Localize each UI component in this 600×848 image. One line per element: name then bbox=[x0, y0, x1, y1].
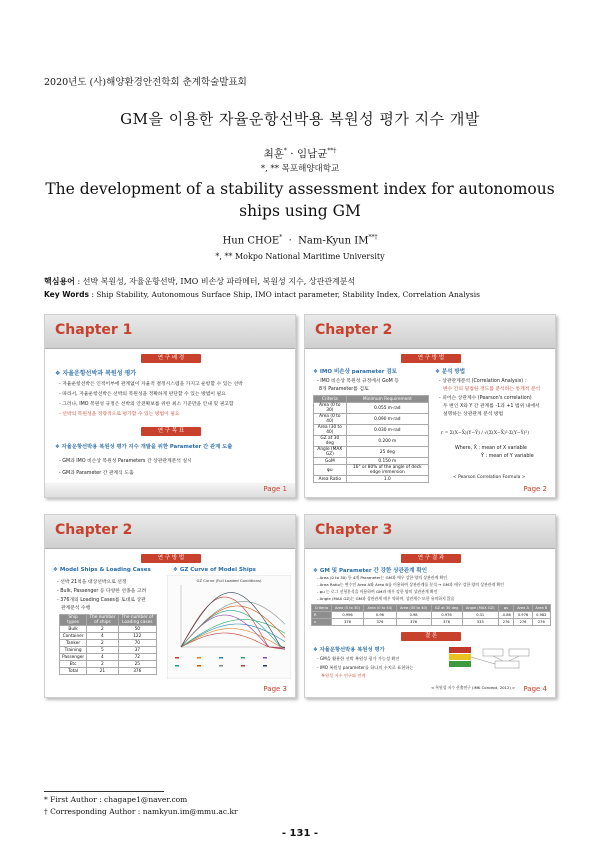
table-cell: 0.055 m·rad bbox=[346, 403, 428, 414]
table-cell: 25 deg bbox=[346, 447, 428, 458]
table-cell: 276 bbox=[532, 619, 550, 626]
table-header-row bbox=[312, 605, 551, 612]
table-header-cell: φu bbox=[498, 605, 513, 612]
authors-english: Hun CHOE* · Nam-Kyun IM**† bbox=[222, 234, 378, 247]
bullet: - 그러나, IMO 복원성 규정은 선박의 안전확보를 위한 최소 기준만을 안내 및 권고함 bbox=[59, 402, 234, 407]
bullet: - Angle (MAX GZ)는 GM과 상관관계 매우 약하며, 상관계수 또한 유의하지 않음 bbox=[317, 596, 455, 601]
table-header-cell: Area (30 to 40) bbox=[396, 605, 431, 612]
section-pill: 연 구 방 법 bbox=[401, 354, 461, 363]
section-heading: ❖ GM 및 Parameter 간 강한 상관관계 확인 bbox=[313, 568, 428, 574]
table-cell: Tanker bbox=[60, 640, 87, 647]
diagram-connector bbox=[493, 656, 503, 661]
table-cell: 376 bbox=[118, 668, 156, 675]
bullet: - Area Ratio는 변수인 Area A와 Area B를 이용하여 상관관계를 분석 → GM과 매우 강한 양의 상관관계 확인 bbox=[317, 582, 504, 587]
bullet: - φu 는 로그 선형분석을 이용하여 GM과 매우 강한 양의 상관관계 확인 bbox=[317, 589, 438, 594]
table-cell: 376 bbox=[331, 619, 363, 626]
legend-swatch bbox=[241, 657, 245, 659]
bullet: - GM을 활용한 선박 복원성 평가 가능성 확인 bbox=[317, 656, 400, 661]
table-cell: 50 bbox=[118, 626, 156, 633]
slide-chapter-title: Chapter 2 bbox=[55, 522, 133, 538]
slide-page-label: Page 1 bbox=[263, 485, 287, 493]
table-header-cell: The number of Loading cases bbox=[118, 615, 156, 626]
keywords-english-text: : Ship Stability, Autonomous Surface Ship, IMO intact parameter, Stability Index, Correlation Analysis bbox=[91, 290, 480, 299]
table-header-cell: Area (0 to 30) bbox=[331, 605, 363, 612]
table-cell: 0.090 m·rad bbox=[346, 414, 428, 425]
author-1-en-mark: * bbox=[279, 234, 283, 241]
bullet: - GM과 Parameter 간 관계식 도출 bbox=[59, 471, 134, 476]
chart-title: GZ Curve (Full Loaded Conditions) bbox=[196, 578, 262, 583]
table-row bbox=[60, 626, 157, 633]
table-cell: φu bbox=[314, 465, 347, 476]
section-pill: 연 구 방 법 bbox=[141, 554, 201, 563]
bullet: - 따라서, 자율운항선박은 선박의 복원성을 정확하게 판단할 수 있는 방법이 필요 bbox=[59, 392, 226, 397]
table-row bbox=[60, 668, 157, 675]
table-cell: 0.200 m bbox=[346, 436, 428, 447]
text-line: 관계분석 수행 bbox=[61, 606, 91, 611]
results-table bbox=[311, 604, 551, 626]
section-pill: 연 구 배 경 bbox=[141, 354, 201, 363]
diagram-box bbox=[495, 661, 519, 668]
affiliation-english: *, ** Mokpo National Maritime University bbox=[215, 252, 385, 261]
formula-where-y: Ȳ : mean of Y variable bbox=[481, 454, 534, 459]
text-line: - Bulk, Passenger 등 다양한 선종을 고려 bbox=[57, 589, 147, 594]
table-row bbox=[314, 476, 429, 483]
keywords-korean-text: : 선박 복원성, 자율운항선박, IMO 비손상 파라메터, 복원성 지수, 상관관계분석 bbox=[77, 277, 356, 286]
table-cell: 21 bbox=[87, 668, 118, 675]
table-row bbox=[60, 661, 157, 668]
stability-color-red bbox=[449, 647, 471, 653]
text-line: 두 변인 X와 Y 간 관계를 -1과 +1 범위 내에서 bbox=[443, 404, 540, 409]
table-cell: Total bbox=[60, 668, 87, 675]
index-concept-diagram bbox=[447, 645, 551, 681]
table-row bbox=[314, 447, 429, 458]
table-cell: 70 bbox=[118, 640, 156, 647]
table-cell: 0.976 bbox=[431, 612, 462, 619]
table-header-row bbox=[314, 396, 429, 403]
text-line: 8개 Parameter를 검토 bbox=[319, 387, 369, 392]
section-heading: ❖ Model Ships & Loading Cases bbox=[53, 567, 151, 573]
table-header-cell: Ship types bbox=[60, 615, 87, 626]
table-cell: 72 bbox=[118, 654, 156, 661]
author-1-ko: 최훈 bbox=[263, 148, 284, 160]
slide-footer-bar bbox=[45, 483, 295, 497]
footnote-corresponding-author: † Corresponding Author : namkyun.im@mmu.ac.kr bbox=[44, 807, 238, 816]
table-header-cell: Area B bbox=[532, 605, 550, 612]
table-row bbox=[60, 640, 157, 647]
legend-swatch bbox=[219, 657, 223, 659]
table-cell: 0.96 bbox=[364, 612, 396, 619]
table-cell: Passenger bbox=[60, 654, 87, 661]
legend-swatch bbox=[219, 665, 223, 667]
pearson-formula: r = Σ(X−X̄)(Y−Ȳ) / √(Σ(X−X̄)²·Σ(Y−Ȳ)²) bbox=[441, 431, 529, 436]
author-2-en: Nam-Kyun IM bbox=[298, 235, 369, 247]
table-header-cell: Area A bbox=[514, 605, 532, 612]
slide-page-label: Page 2 bbox=[523, 485, 547, 493]
table-header-cell: Angle (MAX GZ) bbox=[462, 605, 498, 612]
table-row bbox=[314, 414, 429, 425]
ship-types-table bbox=[59, 614, 157, 675]
table-cell: 37 bbox=[118, 647, 156, 654]
table-cell: 2 bbox=[87, 661, 118, 668]
section-heading: ❖ GZ Curve of Model Ships bbox=[173, 567, 256, 573]
text-line: - 376개의 Loading Cases를 토대로 상관 bbox=[57, 598, 146, 603]
slide-chapter-2-method bbox=[304, 314, 556, 498]
diagram-caption: < 복원성 지수 산출연구 (IMK Concept, 2012) > bbox=[431, 685, 516, 690]
slide-page-label: Page 3 bbox=[263, 685, 287, 693]
table-cell: 122 bbox=[118, 633, 156, 640]
legend-swatch bbox=[263, 665, 267, 667]
table-row bbox=[314, 436, 429, 447]
table-row bbox=[312, 612, 551, 619]
section-pill: 결 론 bbox=[401, 632, 461, 641]
bullet: - GM과 IMO 비손상 복원성 Parameters 간 상관관계분석 실시 bbox=[59, 459, 192, 464]
legend-swatch bbox=[175, 657, 179, 659]
author-1-en: Hun CHOE bbox=[222, 235, 280, 247]
table-cell: 4 bbox=[87, 633, 118, 640]
table-header-cell: GZ at 30 deg bbox=[431, 605, 462, 612]
table-cell: 276 bbox=[498, 619, 513, 626]
table-cell: 376 bbox=[431, 619, 462, 626]
table-cell: 25 bbox=[118, 661, 156, 668]
legend-swatch bbox=[241, 665, 245, 667]
table-row bbox=[60, 633, 157, 640]
section-heading: ❖ 자율운항선박용 복원성 평가 지수 개발을 위한 Parameter 간 관계 도출 bbox=[55, 444, 233, 450]
slide-chapter-title: Chapter 1 bbox=[55, 322, 133, 338]
table-cell: Area (0 to 30) bbox=[314, 403, 347, 414]
table-cell: Container bbox=[60, 633, 87, 640]
table-cell: 0.982 bbox=[532, 612, 550, 619]
table-cell: 333 bbox=[462, 619, 498, 626]
slide-page-label: Page 4 bbox=[523, 685, 547, 693]
table-cell: 376 bbox=[364, 619, 396, 626]
bullet: 복원성 지수 연구와 연계 bbox=[321, 673, 366, 678]
table-cell: 5 bbox=[87, 647, 118, 654]
section-heading: ❖ 자율운항선박과 복원성 평가 bbox=[55, 370, 137, 377]
table-cell: R bbox=[312, 612, 332, 619]
table-cell: Area (30 to 40) bbox=[314, 425, 347, 436]
section-heading: ❖ 자율운항선박용 복원성 평가 bbox=[313, 647, 385, 653]
table-cell: 0.996 bbox=[331, 612, 363, 619]
table-header-cell: Criteria bbox=[314, 396, 347, 403]
text-line: 설명하는 상관관계 분석 방법 bbox=[443, 412, 504, 417]
stability-color-yellow bbox=[449, 654, 471, 660]
legend-swatch bbox=[175, 665, 179, 667]
table-cell: 2 bbox=[87, 640, 118, 647]
table-cell: Training bbox=[60, 647, 87, 654]
bullet: - IMO 복원성 parameter를 하나의 수치로 표현하는 bbox=[317, 665, 414, 670]
slide-chapter-2-models bbox=[44, 514, 296, 698]
keywords-english bbox=[44, 290, 480, 299]
authors-korean: 최훈* · 임남균**† bbox=[263, 147, 337, 160]
diagram-box bbox=[509, 649, 529, 656]
diagram-connector bbox=[471, 657, 495, 664]
table-cell: 0.31 bbox=[462, 612, 498, 619]
table-row bbox=[314, 425, 429, 436]
keywords-korean-label: 핵심용어 bbox=[44, 277, 75, 286]
table-cell: -0.86 bbox=[498, 612, 513, 619]
title-english: The development of a stability assessment index for autonomous ships using GM bbox=[45, 180, 555, 220]
table-cell: 2 bbox=[87, 626, 118, 633]
table-cell: 16° or 80% of the angle of deck edge immersion bbox=[346, 465, 428, 476]
table-cell: 276 bbox=[514, 619, 532, 626]
author-2-en-mark: **† bbox=[368, 234, 378, 241]
slide-chapter-3 bbox=[304, 514, 556, 698]
table-row bbox=[60, 654, 157, 661]
diagram-box bbox=[483, 649, 503, 656]
formula-where-x: Where, X̄ : mean of X variable bbox=[455, 446, 527, 451]
section-heading: ❖ IMO 비손상 parameter 검토 bbox=[313, 369, 397, 375]
criteria-table bbox=[313, 395, 429, 483]
table-header-cell: Criteria bbox=[312, 605, 332, 612]
table-cell: n bbox=[312, 619, 332, 626]
conference-header: 2020년도 (사)해양환경안전학회 춘계학술발표회 bbox=[44, 77, 247, 88]
table-row bbox=[60, 647, 157, 654]
table-cell: Area (0 to 40) bbox=[314, 414, 347, 425]
diagram-connector bbox=[509, 656, 519, 661]
footnote-first-author: * First Author : chagape1@naver.com bbox=[44, 795, 188, 804]
affiliation-korean: *, ** 목포해양대학교 bbox=[260, 164, 340, 174]
text-line: - 피어슨 상관계수 (Pearson's correlation) bbox=[439, 396, 532, 401]
section-pill: 연 구 결 과 bbox=[401, 554, 461, 563]
bullet: - Area (0 to 30) 등 4개 Parameter는 GM과 매우 강한 양의 상관관계 확인 bbox=[317, 575, 448, 580]
table-cell: Area Ratio bbox=[314, 476, 347, 483]
legend-swatch bbox=[197, 665, 201, 667]
table-row bbox=[314, 403, 429, 414]
bullet: - 선박의 복원성을 정량적으로 평가할 수 있는 방법이 필요 bbox=[59, 412, 180, 417]
slide-chapter-title: Chapter 2 bbox=[315, 322, 393, 338]
slide-chapter-title: Chapter 3 bbox=[315, 522, 393, 538]
table-cell: 0.150 m bbox=[346, 458, 428, 465]
slide-chapter-1 bbox=[44, 314, 296, 498]
stability-color-green bbox=[449, 661, 471, 667]
formula-caption: < Pearson Correlation Formula > bbox=[453, 475, 526, 480]
page-number: - 131 - bbox=[281, 828, 319, 839]
text-line: - 선박 21척을 대상선박으로 선정 bbox=[57, 580, 127, 585]
bullet: - 자율운항선박은 인적어부에 관계없이 자율적 결정시스템을 가지고 운항할 수 있는 선박 bbox=[59, 382, 243, 387]
table-cell: 1.0 bbox=[346, 476, 428, 483]
author-2-ko-mark: **† bbox=[327, 147, 337, 155]
table-cell: GoM bbox=[314, 458, 347, 465]
table-cell: 0.976 bbox=[514, 612, 532, 619]
table-cell: 376 bbox=[396, 619, 431, 626]
gz-curve-chart bbox=[167, 575, 291, 679]
author-1-ko-mark: * bbox=[283, 147, 287, 155]
section-heading: ❖ 분석 방법 bbox=[435, 369, 466, 375]
table-header-cell: Minimum Requirement bbox=[346, 396, 428, 403]
table-header-cell: Area (0 to 40) bbox=[364, 605, 396, 612]
table-cell: Angle (MAX GZ) bbox=[314, 447, 347, 458]
text-line: 변수 간의 밀접한 정도를 분석하는 통계적 분석 bbox=[443, 387, 541, 392]
table-header-row bbox=[60, 615, 157, 626]
table-row bbox=[314, 458, 429, 465]
footnote-rule bbox=[44, 791, 164, 792]
table-header-cell: The number of ships bbox=[87, 615, 118, 626]
table-cell: Etc bbox=[60, 661, 87, 668]
table-row bbox=[312, 619, 551, 626]
text-line: - 상관관계분석 (Correlation Analysis) : bbox=[439, 379, 527, 384]
table-cell: 0.030 m·rad bbox=[346, 425, 428, 436]
table-cell: 0.98 bbox=[396, 612, 431, 619]
table-row bbox=[314, 465, 429, 476]
table-cell: 4 bbox=[87, 654, 118, 661]
table-cell: Bulk bbox=[60, 626, 87, 633]
table-cell: GZ at 30 deg bbox=[314, 436, 347, 447]
author-2-ko: 임남균 bbox=[296, 148, 328, 160]
keywords-korean bbox=[44, 276, 355, 287]
legend-swatch bbox=[263, 657, 267, 659]
section-pill: 연 구 목 표 bbox=[141, 427, 201, 436]
title-korean: GM을 이용한 자율운항선박용 복원성 평가 지수 개발 bbox=[120, 110, 480, 128]
legend-swatch bbox=[197, 657, 201, 659]
text-line: - IMO 비손상 복원성 규정에서 GoM 등 bbox=[317, 379, 399, 384]
keywords-english-label: Key Words bbox=[44, 290, 89, 299]
chart-frame bbox=[167, 575, 291, 679]
